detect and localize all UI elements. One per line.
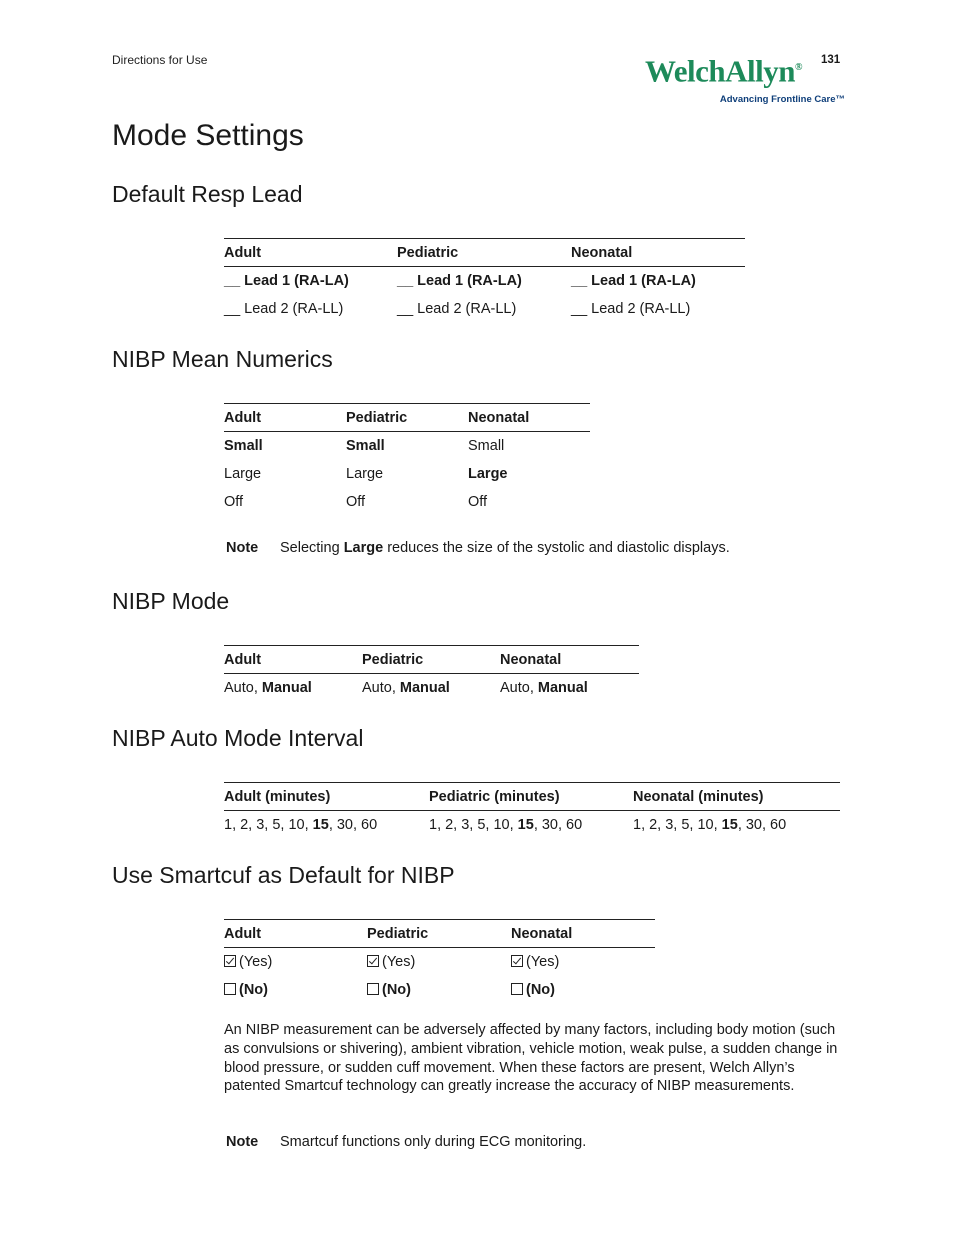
table-cell: Large [468,466,508,482]
option-yes: (Yes) [526,954,560,970]
section-title-smartcuf: Use Smartcuf as Default for NIBP [112,862,455,888]
logo-tagline: Advancing Frontline Care™ [719,94,845,105]
table-cell [500,674,639,703]
col-header: Pediatric [362,646,500,674]
table-row [224,460,590,488]
logo-wordmark: WelchAllyn [645,53,796,89]
col-header: Pediatric (minutes) [429,783,633,811]
nibp-mode-table [224,645,639,702]
table-row [224,432,590,461]
col-header: Neonatal [511,920,655,948]
table-row [224,976,655,1004]
welch-allyn-logo [645,50,845,110]
section-title-nibp-mode: NIBP Mode [112,588,230,614]
col-header: Pediatric [346,404,468,432]
interval-default: 15 [721,817,738,833]
table-cell: Large [346,466,384,482]
empty-box-icon [511,983,523,995]
table-cell: Small [224,438,263,454]
checked-box-icon [224,955,236,967]
table-cell: Off [346,494,366,510]
option-no: (No) [526,982,555,998]
note-text: Smartcuf functions only during ECG monitoring. [280,1134,587,1150]
table-row [224,674,639,703]
smartcuf-table [224,919,655,1004]
note-smartcuf [226,1134,586,1150]
interval-post: , 30, 60 [737,817,787,833]
logo-registered-mark: ® [795,62,802,73]
page-number: 131 [821,54,841,66]
interval-pre: 1, 2, 3, 5, 10, [429,817,518,833]
interval-default: 15 [517,817,534,833]
empty-box-icon [224,983,236,995]
table-cell [224,948,367,977]
running-header: Directions for Use [112,53,208,67]
col-header: Adult (minutes) [224,783,429,811]
table-cell [367,948,511,977]
table-cell: Large [224,466,262,482]
table-cell [224,674,362,703]
mean-numerics-table [224,403,590,516]
table-cell [224,976,367,1004]
table-header-row [224,239,745,267]
table-row [224,267,745,296]
table-header-row [224,783,840,811]
table-cell [633,811,840,840]
table-header-row [224,920,655,948]
mode-auto: Auto, [500,680,538,696]
table-cell [511,948,655,977]
table-cell: __ Lead 1 (RA-LA) [224,273,349,289]
interval-pre: 1, 2, 3, 5, 10, [224,817,313,833]
checked-box-icon [367,955,379,967]
section-title-resp-lead: Default Resp Lead [112,181,303,207]
note-text-post: reduces the size of the systolic and diastolic displays. [383,540,730,556]
table-cell: __ Lead 1 (RA-LA) [571,273,696,289]
table-row [224,948,655,977]
note-text-pre: Selecting [280,540,344,556]
auto-interval-table [224,782,840,839]
mode-auto: Auto, [224,680,262,696]
empty-box-icon [367,983,379,995]
table-cell [511,976,655,1004]
option-yes: (Yes) [239,954,273,970]
section-title-mean-numerics: NIBP Mean Numerics [112,346,333,372]
interval-pre: 1, 2, 3, 5, 10, [633,817,722,833]
col-header: Neonatal [468,404,590,432]
col-header: Neonatal [571,239,745,267]
mode-auto: Auto, [362,680,400,696]
checked-box-icon [511,955,523,967]
table-cell [429,811,633,840]
page-title: Mode Settings [112,119,304,152]
table-cell [224,811,429,840]
mode-manual: Manual [537,680,588,696]
note-text-bold: Large [343,540,384,556]
table-row [224,295,745,323]
mode-manual: Manual [399,680,450,696]
col-header: Pediatric [397,239,571,267]
interval-post: , 30, 60 [328,817,378,833]
col-header: Pediatric [367,920,511,948]
note-mean-numerics [226,540,730,556]
table-cell: __ Lead 2 (RA-LL) [397,301,517,317]
table-row [224,488,590,516]
interval-post: , 30, 60 [533,817,583,833]
table-cell: __ Lead 2 (RA-LL) [571,301,691,317]
table-header-row [224,646,639,674]
table-cell: __ Lead 2 (RA-LL) [224,301,344,317]
col-header: Neonatal (minutes) [633,783,840,811]
col-header: Adult [224,404,346,432]
table-cell: __ Lead 1 (RA-LA) [397,273,522,289]
table-cell: Small [346,438,385,454]
col-header: Neonatal [500,646,639,674]
table-cell: Off [224,494,244,510]
col-header: Adult [224,239,397,267]
table-cell [362,674,500,703]
table-cell: Off [468,494,488,510]
col-header: Adult [224,920,367,948]
mode-manual: Manual [261,680,312,696]
option-yes: (Yes) [382,954,416,970]
table-cell [367,976,511,1004]
option-no: (No) [239,982,268,998]
interval-default: 15 [312,817,329,833]
table-cell: Small [468,438,505,454]
note-label: Note [226,1134,259,1150]
smartcuf-paragraph: An NIBP measurement can be adversely affected by many factors, including body motion (such as convulsions or shivering), ambient vibration, vehicle motion, weak pulse, a sudden change in blood pressure, or sudden cuff movement. When these factors are present, Welch Allyn’s patented Smartcuf technology can greatly increase the accuracy of NIBP measurements. [224,1022,838,1095]
resp-lead-table [224,238,745,323]
table-header-row [224,404,590,432]
section-title-auto-interval: NIBP Auto Mode Interval [112,725,364,751]
col-header: Adult [224,646,362,674]
option-no: (No) [382,982,411,998]
note-label: Note [226,540,259,556]
table-row [224,811,840,840]
